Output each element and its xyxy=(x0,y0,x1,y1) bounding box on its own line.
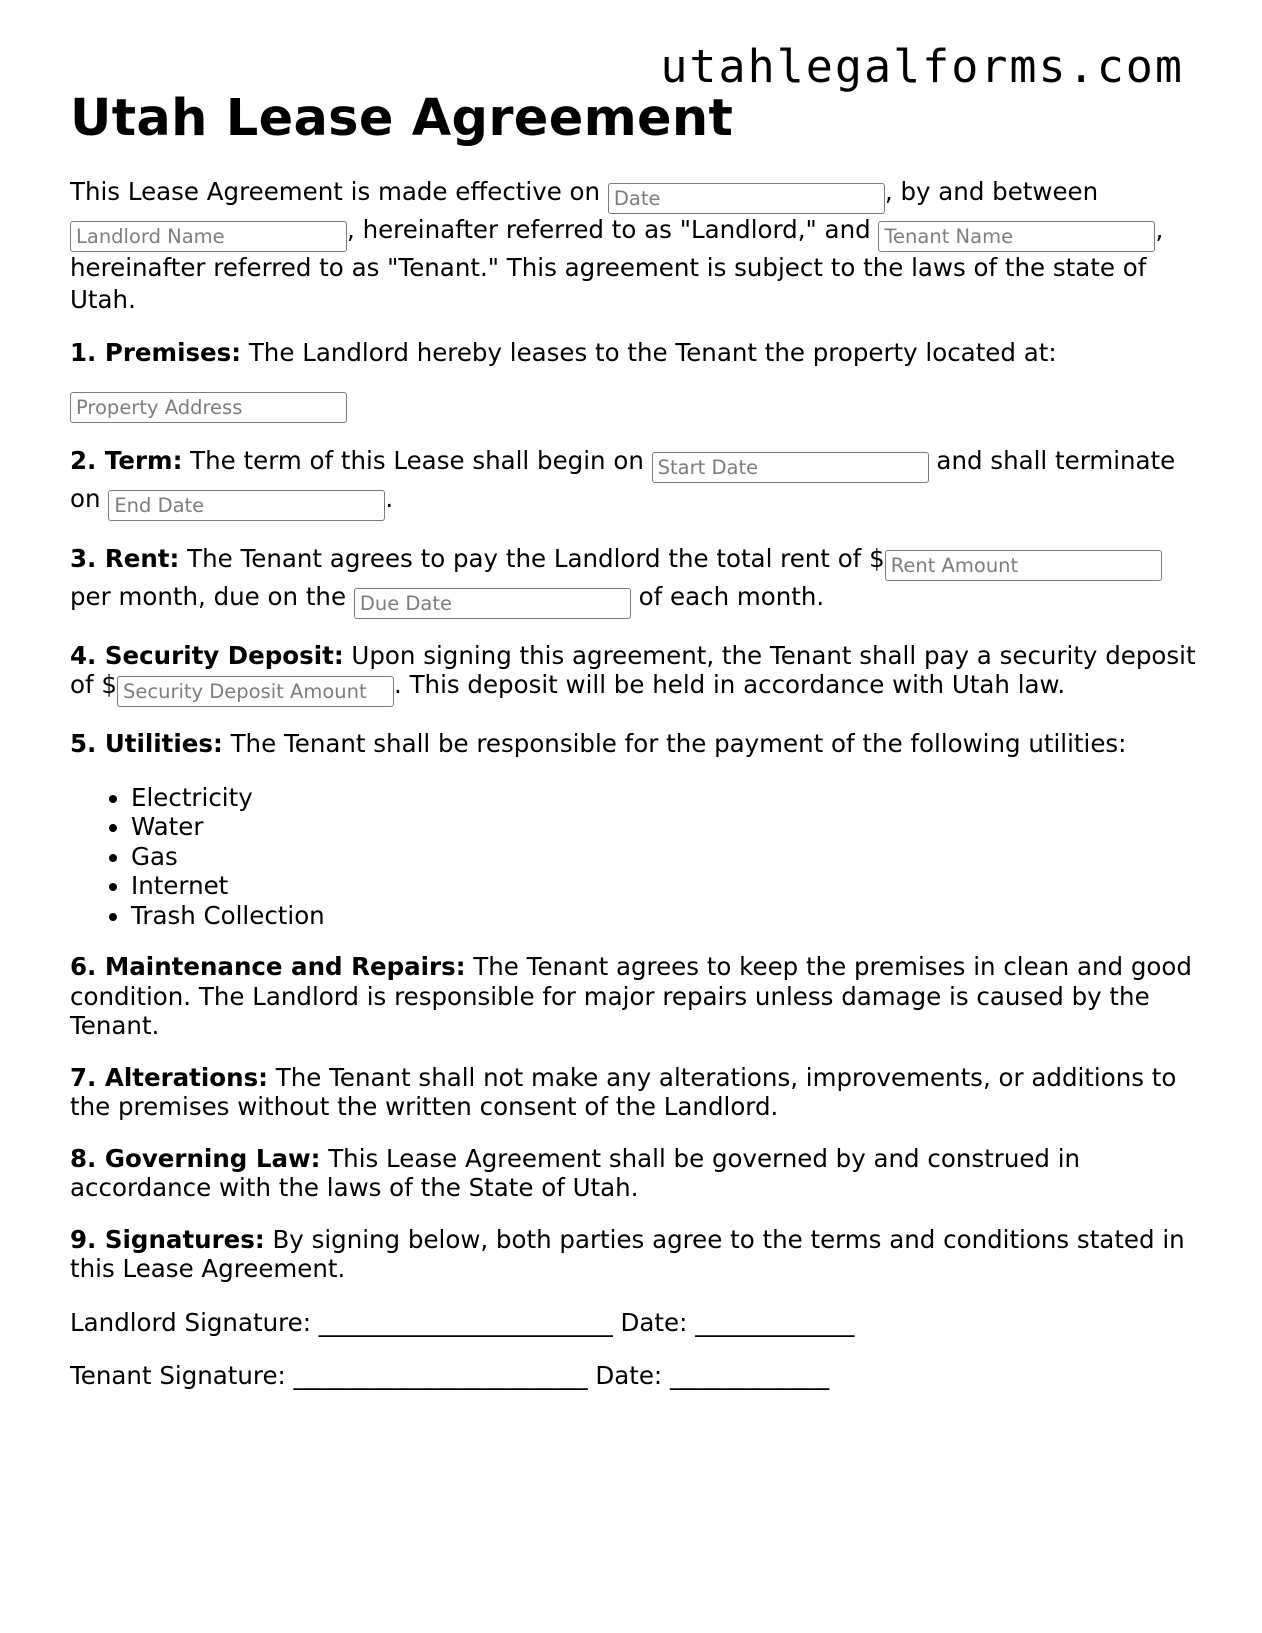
utilities-heading: 5. Utilities: xyxy=(70,729,223,758)
alterations-heading: 7. Alterations: xyxy=(70,1062,268,1092)
rent-amount-input[interactable] xyxy=(885,550,1162,581)
utilities-section xyxy=(70,729,1200,759)
deposit-section xyxy=(70,641,1200,708)
rent-text-1: The Tenant agrees to pay the Landlord the total rent of $ xyxy=(179,543,885,573)
governing-law-section xyxy=(70,1144,1200,1203)
list-item: • Trash Collection xyxy=(131,901,1200,931)
utilities-list xyxy=(70,783,1200,931)
landlord-name-input[interactable] xyxy=(70,221,347,252)
property-address-input[interactable] xyxy=(70,392,347,423)
premises-section xyxy=(70,338,1200,368)
term-section xyxy=(70,445,1200,521)
list-item: • Internet xyxy=(131,871,1200,901)
intro-text-3: , hereinafter referred to as "Landlord," and xyxy=(347,215,879,244)
term-text-1: The term of this Lease shall begin on xyxy=(182,445,652,475)
end-date-input[interactable] xyxy=(108,490,385,521)
maintenance-heading: 6. Maintenance and Repairs: xyxy=(70,952,466,982)
alterations-text: The Tenant shall not make any alterations, improvements, or additions to the premises without the written consent of the Landlord. xyxy=(70,1062,1177,1122)
tenant-signature-line: Tenant Signature: ________________________ Date: _____________ xyxy=(70,1361,830,1391)
lease-document xyxy=(70,86,1200,1391)
deposit-heading: 4. Security Deposit: xyxy=(70,640,344,670)
premises-text: The Landlord hereby leases to the Tenant the property located at: xyxy=(241,338,1057,367)
term-heading: 2. Term: xyxy=(70,445,183,475)
page-title: Utah Lease Agreement xyxy=(70,89,734,148)
landlord-signature-line: Landlord Signature: ________________________ Date: _____________ xyxy=(70,1307,855,1337)
intro-text-1: This Lease Agreement is made effective on xyxy=(70,177,608,206)
rent-text-3: of each month. xyxy=(630,581,825,611)
deposit-text-1: Upon signing this agreement, the Tenant shall pay a security deposit of $ xyxy=(70,640,1196,699)
maintenance-section xyxy=(70,952,1200,1041)
term-text-2: and shall terminate on xyxy=(70,445,1176,513)
governing-law-heading: 8. Governing Law: xyxy=(70,1143,321,1173)
list-item: • Electricity xyxy=(131,783,1200,813)
effective-date-input[interactable] xyxy=(608,183,885,214)
signatures-section xyxy=(70,1225,1200,1284)
governing-law-text: This Lease Agreement shall be governed by and construed in accordance with the laws of the State of Utah. xyxy=(70,1143,1081,1203)
intro-text-4: , hereinafter referred to as "Tenant." This agreement is subject to the laws of the state of Utah. xyxy=(70,215,1164,314)
rent-section xyxy=(70,543,1200,619)
list-item: • Gas xyxy=(131,842,1200,872)
deposit-text-2: . This deposit will be held in accordance with Utah law. xyxy=(394,670,1066,699)
property-address-row xyxy=(70,392,1200,423)
list-item: • Water xyxy=(131,812,1200,842)
start-date-input[interactable] xyxy=(652,452,929,483)
security-deposit-input[interactable] xyxy=(117,676,394,707)
signatures-text: By signing below, both parties agree to the terms and conditions stated in this Lease Agreement. xyxy=(70,1224,1185,1284)
intro-text-2: , by and between xyxy=(884,177,1099,206)
rent-heading: 3. Rent: xyxy=(70,543,180,573)
utilities-text: The Tenant shall be responsible for the payment of the following utilities: xyxy=(222,729,1127,758)
due-date-input[interactable] xyxy=(354,588,631,619)
term-text-3: . xyxy=(385,483,394,513)
rent-text-2: per month, due on the xyxy=(70,581,354,611)
signatures-heading: 9. Signatures: xyxy=(70,1224,265,1254)
premises-heading: 1. Premises: xyxy=(70,338,242,367)
site-watermark: utahlegalforms.com xyxy=(660,40,1184,93)
alterations-section xyxy=(70,1063,1200,1122)
intro-paragraph xyxy=(70,176,1200,316)
maintenance-text: The Tenant agrees to keep the premises in clean and good condition. The Landlord is responsible for major repairs unless damage is caused by the Tenant. xyxy=(70,952,1192,1041)
tenant-name-input[interactable] xyxy=(878,221,1155,252)
